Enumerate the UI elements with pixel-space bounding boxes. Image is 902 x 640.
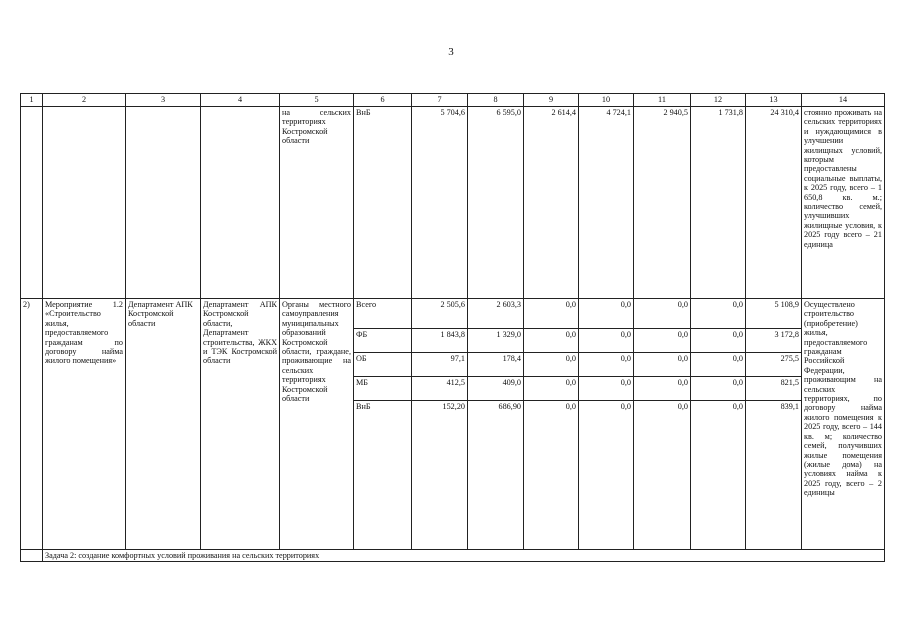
value-cell: 178,4: [468, 353, 524, 377]
header-cell: 3: [126, 94, 201, 107]
value-cell: 2 940,5: [634, 107, 691, 299]
value-cell: 4 724,1: [579, 107, 634, 299]
page-number: 3: [448, 46, 454, 58]
header-cell: 9: [524, 94, 579, 107]
value-cell: 0,0: [524, 377, 579, 401]
task-row: [21, 550, 885, 562]
row-number: 2): [21, 299, 43, 550]
coordinator-cell: Департамент АПК Костромской области: [126, 299, 201, 550]
total-cell: 24 310,4: [746, 107, 802, 299]
cell-empty: [21, 107, 43, 299]
value-cell: 0,0: [634, 329, 691, 353]
value-cell: 2 505,6: [412, 299, 468, 329]
value-cell: 5 704,6: [412, 107, 468, 299]
value-cell: 0,0: [524, 329, 579, 353]
measure-name: Мероприятие 1.2 «Строительство жилья, предоставляемого гражданам по договору найма жилого помещения»: [43, 299, 126, 550]
header-cell: 4: [201, 94, 280, 107]
total-cell: 3 172,8: [746, 329, 802, 353]
value-cell: 0,0: [524, 353, 579, 377]
value-cell: 2 614,4: [524, 107, 579, 299]
header-cell: 11: [634, 94, 691, 107]
value-cell: 1 329,0: [468, 329, 524, 353]
value-cell: 0,0: [691, 377, 746, 401]
header-cell: 8: [468, 94, 524, 107]
value-cell: 0,0: [524, 299, 579, 329]
header-cell: 12: [691, 94, 746, 107]
measure-row: [21, 299, 885, 329]
value-cell: 1 843,8: [412, 329, 468, 353]
value-cell: 0,0: [579, 353, 634, 377]
header-cell: 2: [43, 94, 126, 107]
funding-source: МБ: [354, 377, 412, 401]
header-cell: 6: [354, 94, 412, 107]
total-cell: 839,1: [746, 401, 802, 550]
value-cell: 0,0: [579, 377, 634, 401]
participants-cell: на сельских территориях Костромской области: [280, 107, 354, 299]
value-cell: 409,0: [468, 377, 524, 401]
cell-empty: [201, 107, 280, 299]
funding-source: ОБ: [354, 353, 412, 377]
value-cell: 686,90: [468, 401, 524, 550]
result-cell: стоянно проживать на сельских территориях и нуждающимися в улучшении жилищных условий, которым предоставлены социальные выплаты, к 2025 году, всего – 1 650,8 кв. м.; количество семей, улучшивших жилищные условия, к 2025 году всего – 21 единица: [802, 107, 885, 299]
total-cell: 275,5: [746, 353, 802, 377]
cell-empty: [21, 550, 43, 562]
value-cell: 0,0: [691, 329, 746, 353]
header-row: [21, 94, 885, 107]
value-cell: 0,0: [691, 299, 746, 329]
participants-cell: Органы местного самоуправления муниципальных образований Костромской области, граждане, проживающие на сельских территориях Костромской области: [280, 299, 354, 550]
value-cell: 0,0: [691, 401, 746, 550]
value-cell: 0,0: [579, 329, 634, 353]
value-cell: 412,5: [412, 377, 468, 401]
value-cell: 0,0: [579, 401, 634, 550]
executors-cell: Департамент АПК Костромской области, Департамент строительства, ЖКХ и ТЭК Костромской области: [201, 299, 280, 550]
header-cell: 7: [412, 94, 468, 107]
cell-empty: [43, 107, 126, 299]
funding-source: ФБ: [354, 329, 412, 353]
funding-source: ВнБ: [354, 107, 412, 299]
value-cell: 0,0: [691, 353, 746, 377]
funding-source: Всего: [354, 299, 412, 329]
value-cell: 97,1: [412, 353, 468, 377]
value-cell: 6 595,0: [468, 107, 524, 299]
funding-source: ВнБ: [354, 401, 412, 550]
header-cell: 14: [802, 94, 885, 107]
value-cell: 0,0: [579, 299, 634, 329]
value-cell: 0,0: [634, 353, 691, 377]
value-cell: 0,0: [634, 377, 691, 401]
value-cell: 0,0: [634, 299, 691, 329]
value-cell: 1 731,8: [691, 107, 746, 299]
header-cell: 1: [21, 94, 43, 107]
continued-row: [21, 107, 885, 299]
cell-empty: [126, 107, 201, 299]
value-cell: 2 603,3: [468, 299, 524, 329]
header-cell: 10: [579, 94, 634, 107]
value-cell: 152,20: [412, 401, 468, 550]
total-cell: 5 108,9: [746, 299, 802, 329]
value-cell: 0,0: [524, 401, 579, 550]
header-cell: 5: [280, 94, 354, 107]
program-table: [20, 93, 885, 562]
header-cell: 13: [746, 94, 802, 107]
task-title: Задача 2: создание комфортных условий проживания на сельских территориях: [43, 550, 885, 562]
result-cell: Осуществлено строительство (приобретение) жилья, предоставляемого гражданам Российской Федерации, проживающим на сельских территориях, по договору найма жилого помещения к 2025 году, всего – 144 кв. м; количество семей, получивших жилые помещения (жилые дома) на условиях найма к 2025 году, всего – 2 единицы: [802, 299, 885, 550]
total-cell: 821,5: [746, 377, 802, 401]
value-cell: 0,0: [634, 401, 691, 550]
